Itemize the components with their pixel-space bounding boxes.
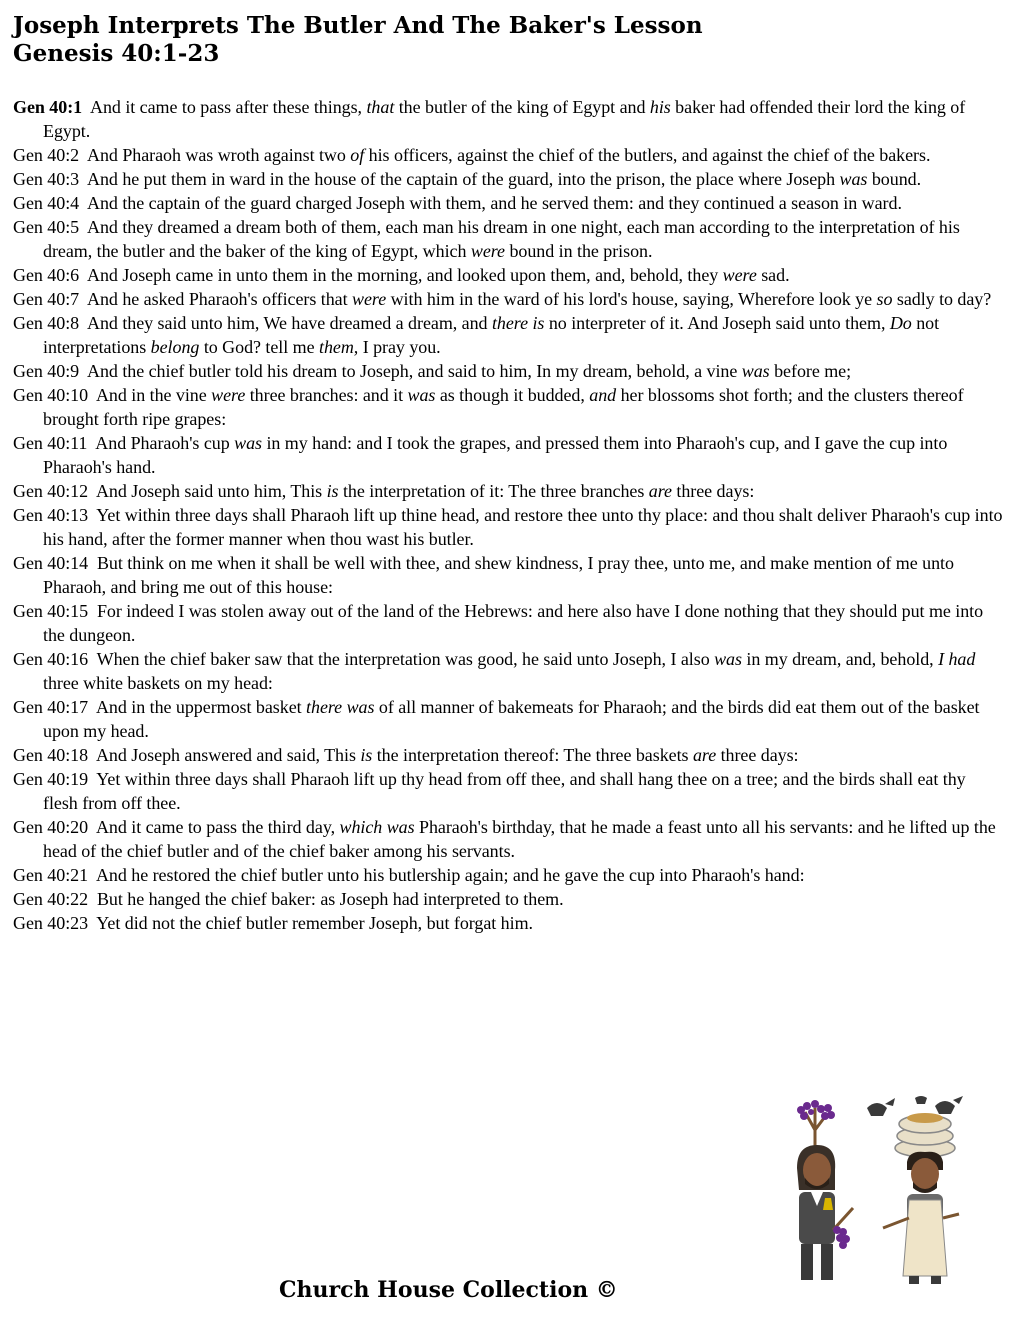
verse-reference: Gen 40:4 (13, 193, 80, 213)
footer-copyright: Church House Collection © (279, 1277, 618, 1303)
verse-italic-text: I had (938, 649, 976, 669)
verse-italic-text: were (722, 265, 757, 285)
verse-reference: Gen 40:9 (13, 361, 80, 381)
verse (13, 887, 1003, 911)
verse-text: Yet within three days shall Pharaoh lift up thine head, and restore thee unto thy place: and thou shalt deliver Pharaoh's cup into his hand, after the former manner when thou wast his butler. (43, 505, 1003, 549)
verse-reference: Gen 40:17 (13, 697, 89, 717)
butler-and-baker-drawing (785, 1090, 975, 1290)
verse (13, 311, 1003, 359)
birds-icon (867, 1096, 963, 1116)
verse-italic-text: of (350, 145, 365, 165)
verse (13, 599, 1003, 647)
verse-text: And Joseph said unto him, This (95, 481, 327, 501)
verse-italic-text: so (876, 289, 893, 309)
verse-text: three white baskets on my head: (43, 673, 273, 693)
verse-text: When the chief baker saw that the interpretation was good, he said unto Joseph, I also (96, 649, 715, 669)
verse-italic-text: are (692, 745, 717, 765)
verse-text: Pharaoh's birthday, that he made a feast unto all his servants: and he lifted up the head of the chief butler and of the chief baker among his servants. (43, 817, 996, 861)
verse-text: Yet did not the chief butler remember Joseph, but forgat him. (96, 913, 533, 933)
verse-reference: Gen 40:20 (13, 817, 89, 837)
verse-text: And the chief butler told his dream to Joseph, and said to him, In my dream, behold, a vine (87, 361, 742, 381)
verse-text: the interpretation of it: The three branches (338, 481, 649, 501)
butler-and-baker-illustration (785, 1090, 975, 1290)
verse-text: But he hanged the chief baker: as Joseph had interpreted to them. (96, 889, 564, 909)
verse-text: sad. (756, 265, 790, 285)
verse-italic-text: them, (319, 337, 359, 357)
verse-text: not interpretations (43, 313, 940, 357)
verse-reference: Gen 40:10 (13, 385, 89, 405)
verse-reference: Gen 40:16 (13, 649, 89, 669)
verse-reference: Gen 40:15 (13, 601, 89, 621)
verse-text: her blossoms shot forth; and the clusters thereof brought forth ripe grapes: (43, 385, 964, 429)
verse-italic-text: that (366, 97, 395, 117)
verse-text: And the captain of the guard charged Joseph with them, and he served them: and they continued a season in ward. (87, 193, 902, 213)
verse-text: the interpretation thereof: The three baskets (372, 745, 693, 765)
verse (13, 431, 1003, 479)
verse (13, 647, 1003, 695)
verse-reference: Gen 40:19 (13, 769, 89, 789)
verse-text: with him in the ward of his lord's house, saying, Wherefore look ye (386, 289, 877, 309)
verse-text: bound in the prison. (505, 241, 653, 261)
verse-text: bound. (867, 169, 922, 189)
verse-text: baker had offended their lord the king of Egypt. (43, 97, 966, 141)
verse-text: And Joseph came in unto them in the morning, and looked upon them, and, behold, they (87, 265, 723, 285)
verse-italic-text: is (360, 745, 373, 765)
verse-text: to God? tell me (199, 337, 319, 357)
verse-reference: Gen 40:7 (13, 289, 80, 309)
verse-text: three days: (716, 745, 799, 765)
verse-italic-text: Do (889, 313, 912, 333)
verse-text: in my dream, and, behold, (741, 649, 939, 669)
verse-text: And Joseph answered and said, This (95, 745, 361, 765)
verse (13, 215, 1003, 263)
verse (13, 743, 1003, 767)
page-subtitle: Genesis 40:1-23 (13, 40, 220, 67)
verse-text: And it came to pass the third day, (95, 817, 340, 837)
verse-text: And in the vine (95, 385, 212, 405)
verse-text: the butler of the king of Egypt and (394, 97, 650, 117)
verse-text: And he asked Pharaoh's officers that (87, 289, 353, 309)
verse-reference: Gen 40:22 (13, 889, 89, 909)
verse (13, 287, 1003, 311)
verse-italic-text: there is (491, 313, 545, 333)
verse-text: And he restored the chief butler unto his butlership again; and he gave the cup into Pharaoh's hand: (95, 865, 805, 885)
verse-text: in my hand: and I took the grapes, and pressed them into Pharaoh's cup, and I gave the cup into Pharaoh's hand. (43, 433, 948, 477)
verse-list (13, 95, 1003, 935)
verse-text: three days: (671, 481, 755, 501)
verse (13, 263, 1003, 287)
verse-reference: Gen 40:6 (13, 265, 80, 285)
verse-text: I pray you. (358, 337, 441, 357)
verse-italic-text: was (839, 169, 868, 189)
verse-reference: Gen 40:18 (13, 745, 89, 765)
verse (13, 95, 1003, 143)
verse-text: And Pharaoh was wroth against two (87, 145, 351, 165)
verse (13, 383, 1003, 431)
verse-italic-text: was (741, 361, 770, 381)
verse (13, 359, 1003, 383)
verse-italic-text: his (649, 97, 671, 117)
verse (13, 191, 1003, 215)
verse-italic-text: was (407, 385, 436, 405)
verse-italic-text: was (714, 649, 742, 669)
verse-reference: Gen 40:11 (13, 433, 88, 453)
verse-italic-text: were (211, 385, 246, 405)
verse-reference: Gen 40:13 (13, 505, 89, 525)
verse (13, 863, 1003, 887)
verse (13, 479, 1003, 503)
verse (13, 143, 1003, 167)
verse (13, 695, 1003, 743)
verse-text: before me; (769, 361, 852, 381)
verse-text: sadly to day? (892, 289, 992, 309)
verse-text: And they dreamed a dream both of them, each man his dream in one night, each man according to the interpretation of his dream, the butler and the baker of the king of Egypt, which (43, 217, 960, 261)
verse-italic-text: were (470, 241, 505, 261)
verse-italic-text: were (352, 289, 387, 309)
verse-text: And Pharaoh's cup (95, 433, 235, 453)
verse-reference: Gen 40:1 (13, 97, 83, 117)
verse-reference: Gen 40:3 (13, 169, 80, 189)
verse-text: For indeed I was stolen away out of the land of the Hebrews: and here also have I done nothing that they should put me into the dungeon. (43, 601, 984, 645)
verse-reference: Gen 40:2 (13, 145, 80, 165)
baskets-icon (895, 1113, 955, 1157)
verse-text: of all manner of bakemeats for Pharaoh; and the birds did eat them out of the basket upon my head. (43, 697, 980, 741)
baker-figure (883, 1152, 959, 1284)
butler-figure (797, 1145, 853, 1280)
page-title: Joseph Interprets The Butler And The Baker's Lesson (13, 12, 703, 39)
verse-text: And in the uppermost basket (95, 697, 307, 717)
verse (13, 503, 1003, 551)
verse (13, 911, 1003, 935)
verse-text: Yet within three days shall Pharaoh lift up thy head from off thee, and shall hang thee on a tree; and the birds shall eat thy flesh from off thee. (43, 769, 966, 813)
page (13, 12, 1003, 935)
verse-italic-text: belong (150, 337, 200, 357)
verse-italic-text: there was (306, 697, 375, 717)
verse-reference: Gen 40:14 (13, 553, 89, 573)
verse (13, 551, 1003, 599)
verse-italic-text: which was (339, 817, 415, 837)
verse-italic-text: is (326, 481, 339, 501)
verse-text: But think on me when it shall be well with thee, and shew kindness, I pray thee, unto me, and make mention of me unto Pharaoh, and bring me out of this house: (43, 553, 954, 597)
verse-italic-text: and (589, 385, 617, 405)
verse (13, 815, 1003, 863)
verse-italic-text: was (234, 433, 262, 453)
verse-text: his officers, against the chief of the butlers, and against the chief of the bakers. (364, 145, 931, 165)
verse-text: as though it budded, (435, 385, 590, 405)
verse-text: And he put them in ward in the house of the captain of the guard, into the prison, the place where Joseph (87, 169, 840, 189)
verse (13, 767, 1003, 815)
verse-reference: Gen 40:5 (13, 217, 80, 237)
verse (13, 167, 1003, 191)
verse-reference: Gen 40:21 (13, 865, 89, 885)
verse-italic-text: are (648, 481, 672, 501)
verse-reference: Gen 40:23 (13, 913, 89, 933)
verse-text: no interpreter of it. And Joseph said unto them, (544, 313, 890, 333)
verse-reference: Gen 40:12 (13, 481, 89, 501)
vine-icon (797, 1100, 835, 1150)
verse-text: And it came to pass after these things, (90, 97, 367, 117)
verse-reference: Gen 40:8 (13, 313, 80, 333)
verse-text: And they said unto him, We have dreamed a dream, and (87, 313, 492, 333)
verse-text: three branches: and it (245, 385, 408, 405)
